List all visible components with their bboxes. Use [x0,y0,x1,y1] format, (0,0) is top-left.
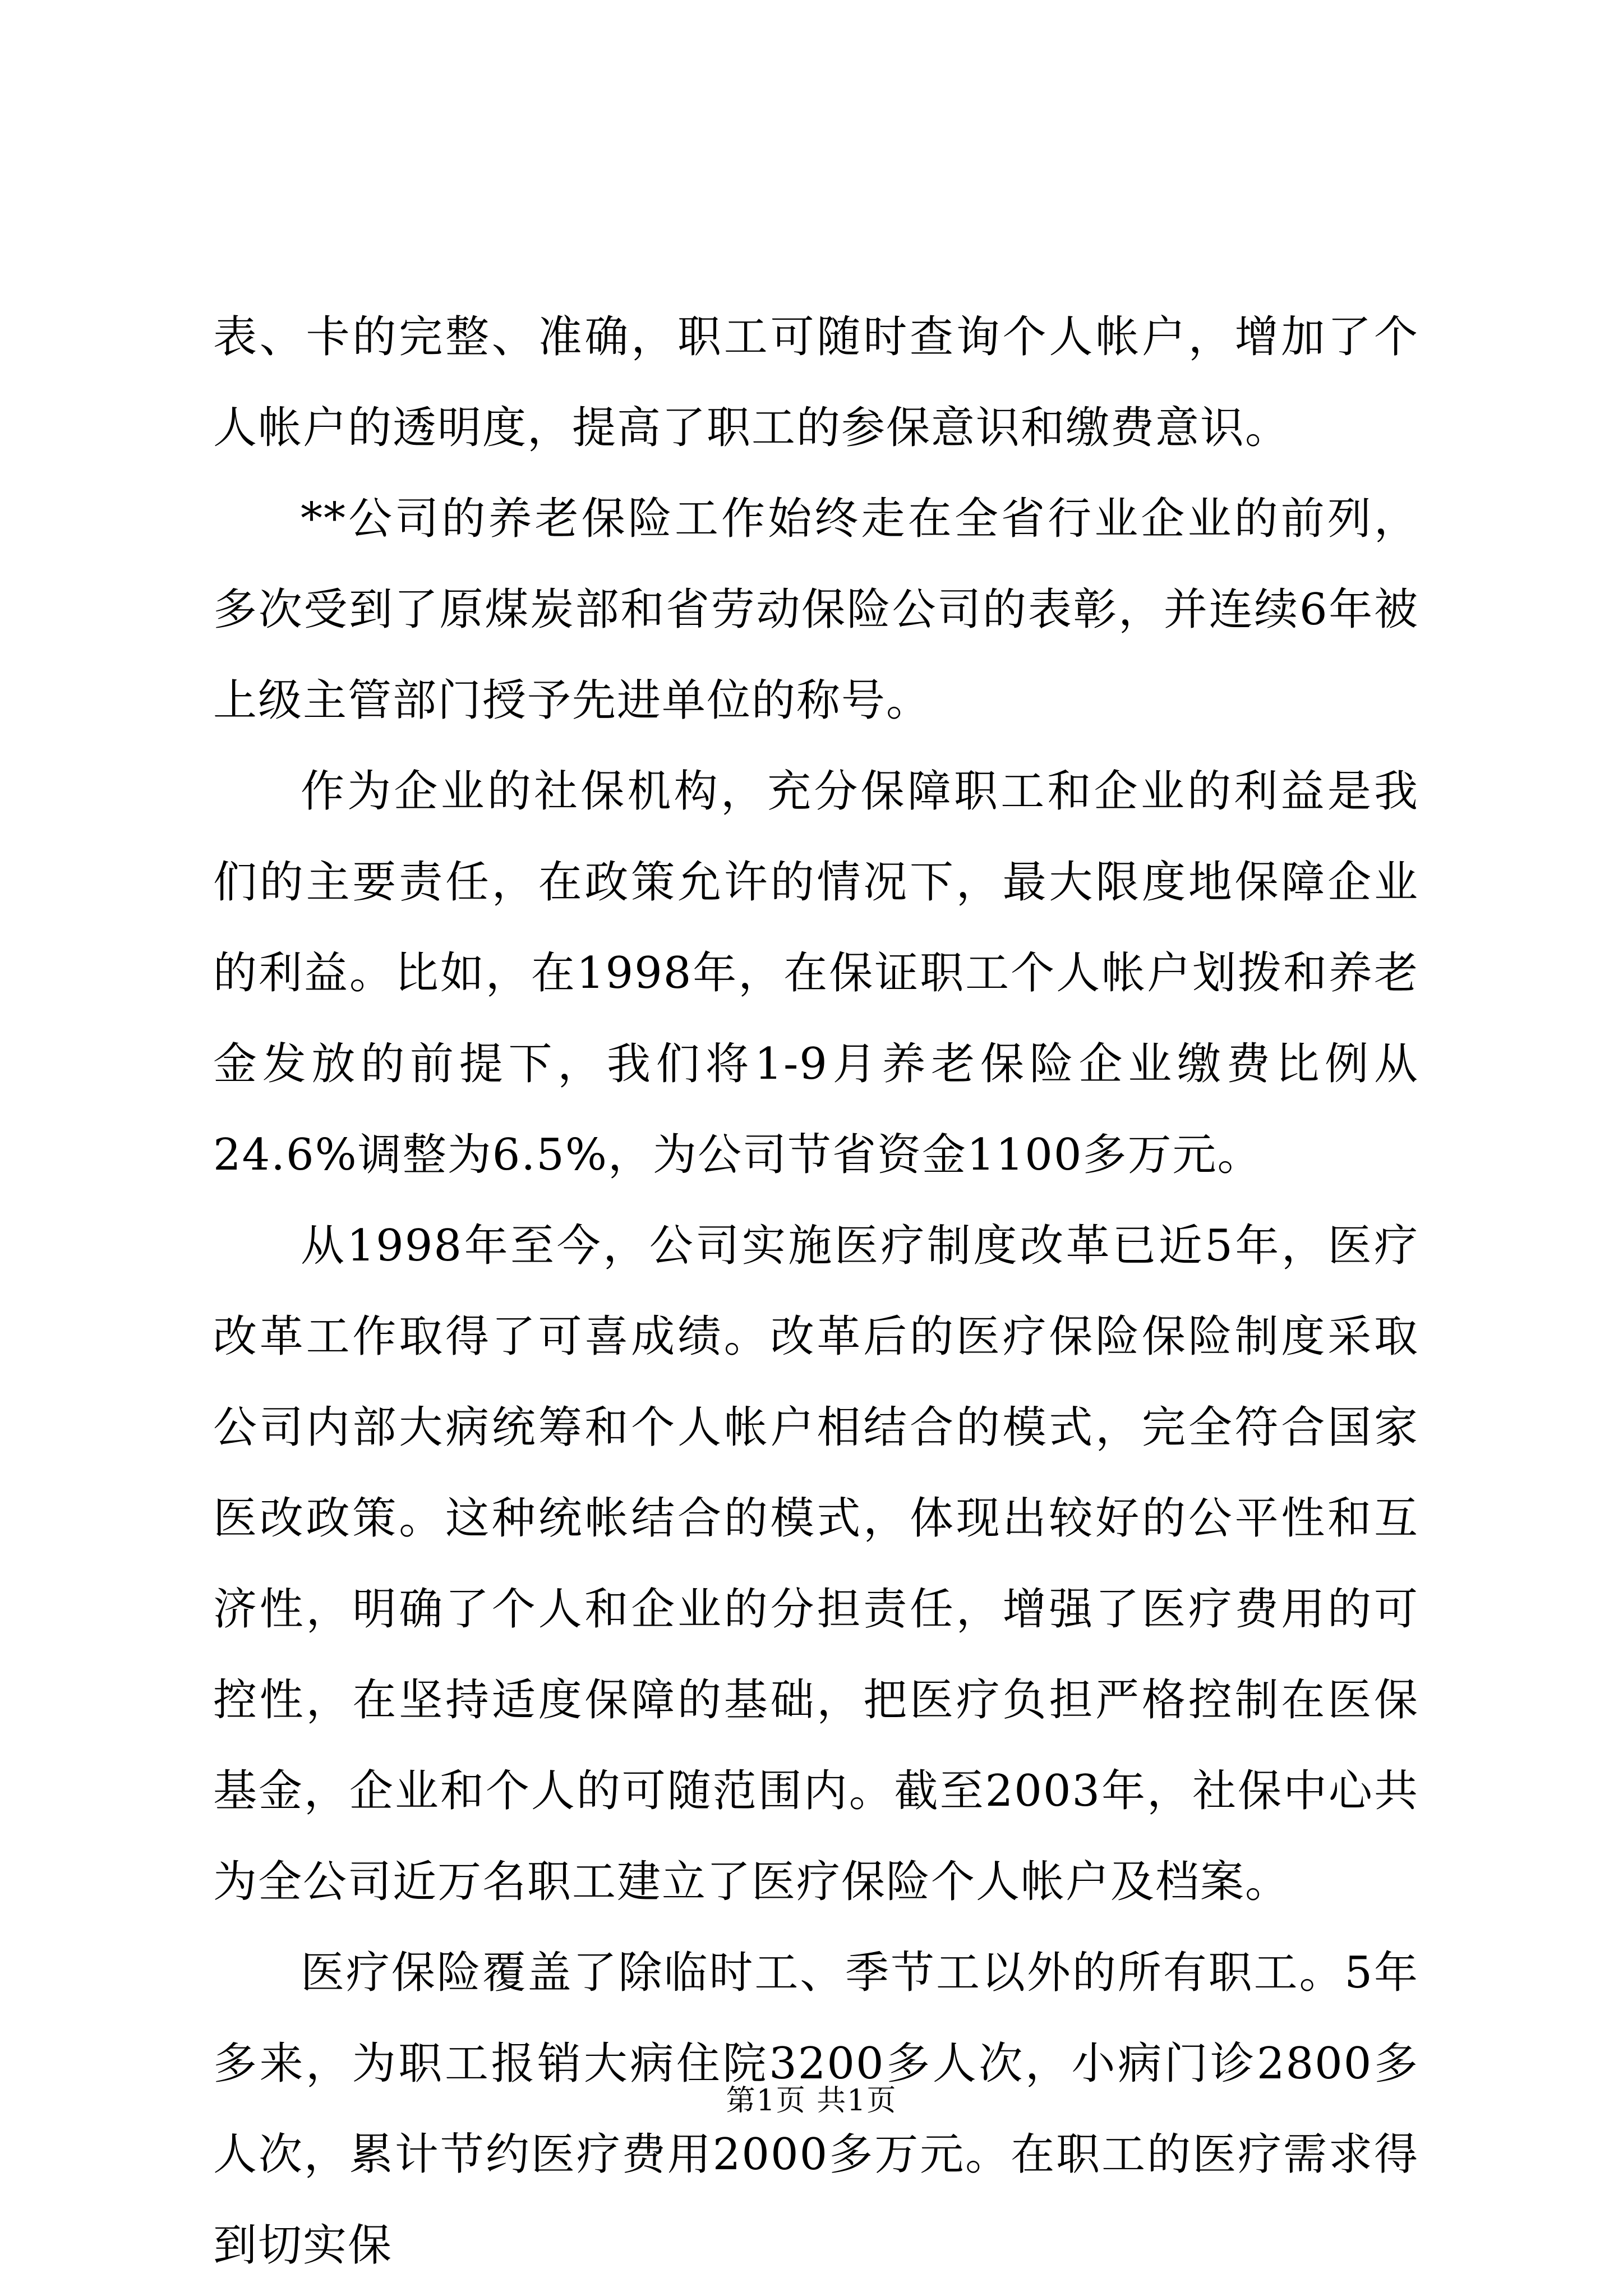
paragraph-medical-reform: 从1998年至今，公司实施医疗制度改革已近5年，医疗改革工作取得了可喜成绩。改革后的医疗保险保险制度采取公司内部大病统筹和个人帐户相结合的模式，完全符合国家医改政策。这种统帐结合的模式，体现出较好的公平性和互济性，明确了个人和企业的分担责任，增强了医疗费用的可控性，在坚持适度保障的基础，把医疗负担严格控制在医保基金，企业和个人的可随范围内。截至2003年，社保中心共为全公司近万名职工建立了医疗保险个人帐户及档案。 [213,1221,1419,1907]
document-body [213,292,1419,2291]
paragraph-pension-honors: **公司的养老保险工作始终走在全省行业企业的前列，多次受到了原煤炭部和省劳动保险公司的表彰，并连续6年被上级主管部门授予先进单位的称号。 [213,494,1419,726]
paragraph-social-security-role: 作为企业的社保机构，充分保障职工和企业的利益是我们的主要责任，在政策允许的情况下，最大限度地保障企业的利益。比如，在1998年，在保证职工个人帐户划拨和养老金发放的前提下，我们将1-9月养老保险企业缴费比例从24.6%调整为6.5%，为公司节省资金1100多万元。 [213,766,1419,1180]
paragraph-medical-coverage: 医疗保险覆盖了除临时工、季节工以外的所有职工。5年多来，为职工报销大病住院3200多人次，小病门诊2800多人次，累计节约医疗费用2000多万元。在职工的医疗需求得到切实保 [213,1948,1419,2271]
paragraph-continuation: 表、卡的完整、准确，职工可随时查询个人帐户，增加了个人帐户的透明度，提高了职工的参保意识和缴费意识。 [213,312,1419,453]
page-footer: 第1页 共1页 [726,2084,897,2118]
